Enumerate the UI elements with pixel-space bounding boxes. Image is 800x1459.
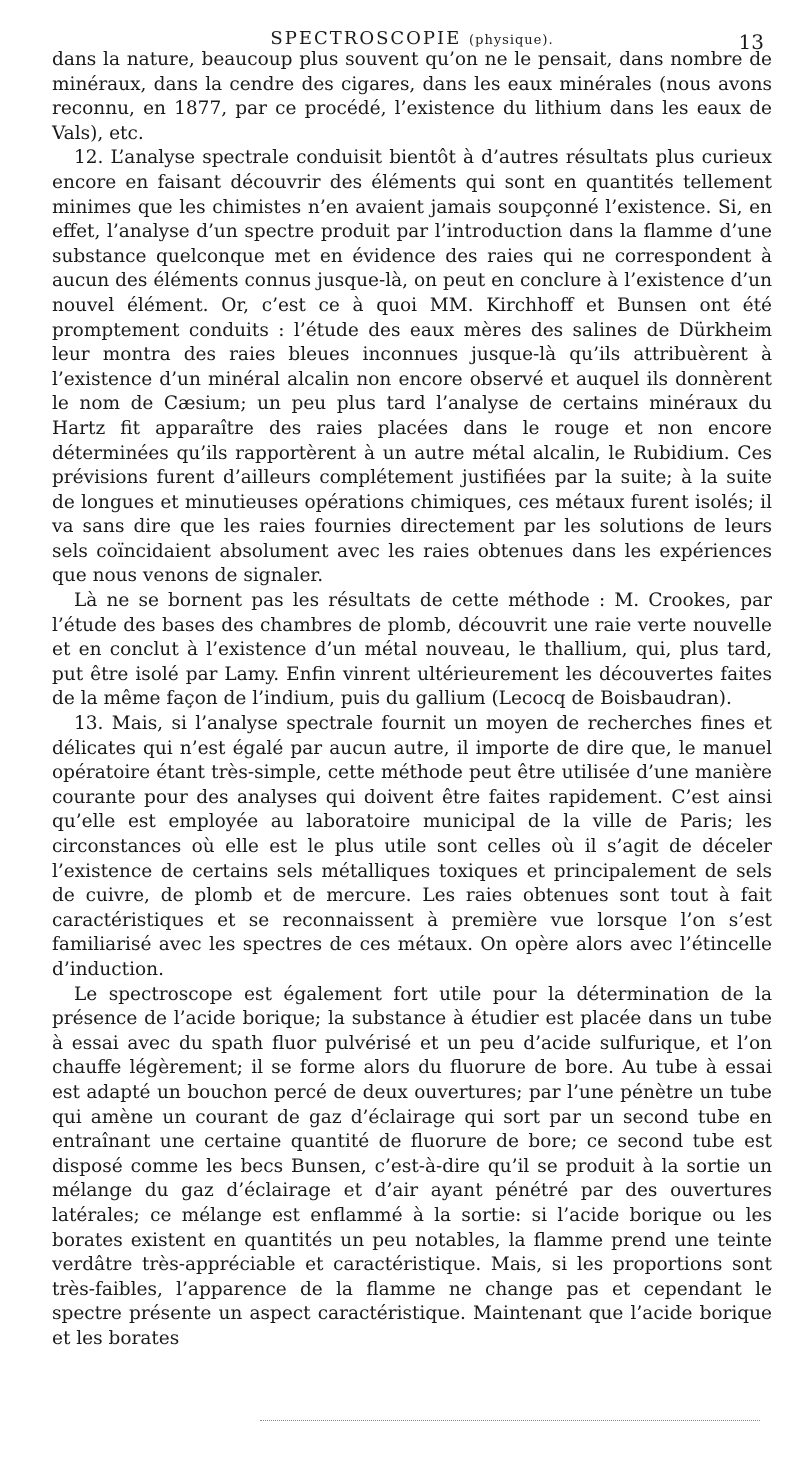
footer-divider [260,1420,760,1421]
paragraph-continuation: dans la nature, beaucoup plus souvent qu’on ne le pensait, dans nombre de minéraux, dans la cendre des cigares, dans les eaux minérales (nous avons reconnu, en 1877, par ce procédé, l’existence du lithium dans les eaux de Vals), etc. [52,49,772,144]
paragraph-section-12: 12. L’analyse spectrale conduisit bientôt à d’autres résultats plus curieux encore en faisant découvrir des éléments qui sont en quantités tellement minimes que les chimistes n’en avaient jamais soupçonné l’existence. Si, en effet, l’analyse d’un spectre produit par l’introduction dans la flamme d’une substance quelconque met en évidence des raies qui ne correspondent à aucun des éléments connus jusque-là, on peut en conclure à l’existence d’un nouvel élément. Or, c’est ce à quoi MM. Kirchhoff et Bunsen ont été promptement conduits : l’étude des eaux mères des salines de Dürkheim leur montra des raies bleues inconnues jusque-là qu’ils attribuèrent à l’existence d’un minéral alcalin non encore observé et auquel ils donnèrent le nom de Cæsium; un peu plus tard l’analyse de certains minéraux du Hartz fit apparaître des raies placées dans le rouge et non encore déterminées qu’ils rapportèrent à un autre métal alcalin, le Rubidium. Ces prévisions furent d’ailleurs complétement justifiées par la suite; à la suite de longues et minutieuses opérations chimiques, ces métaux furent isolés; il va sans dire que les raies fournies directement par les solutions de leurs sels coïncidaient absolument avec les raies obtenues dans les expériences que nous venons de signaler. [52,147,772,587]
paragraph-section-13: 13. Mais, si l’analyse spectrale fournit un moyen de recherches fines et délicates qui n’est égalé par aucun autre, il importe de dire que, le manuel opératoire étant très-simple, cette méthode peut être utilisée d’une manière courante pour des analyses qui doivent être faites rapidement. C’est ainsi qu’elle est employée au laboratoire municipal de la ville de Paris; les circonstances où elle est le plus utile sont celles où il s’agit de déceler l’existence de certains sels métalliques toxiques et principalement de sels de cuivre, de plomb et de mercure. Les raies obtenues sont tout à fait caractéristiques et se reconnaissent à première vue lorsque l’on s’est familiarisé avec les spectres de ces métaux. On opère alors avec l’étincelle d’induction. [52,713,772,980]
page-number: 13 [738,30,764,54]
paragraph-crookes: Là ne se bornent pas les résultats de cette méthode : M. Crookes, par l’étude des bases des chambres de plomb, découvrit une raie verte nouvelle et en conclut à l’existence d’un métal nouveau, le thallium, qui, plus tard, put être isolé par Lamy. Enfin vinrent ultérieurement les découvertes faites de la même façon de l’indium, puis du gallium (Lecocq de Boisbaudran). [52,590,772,710]
paragraph-acide-borique: Le spectroscope est également fort utile pour la détermination de la présence de l’acide borique; la substance à étudier est placée dans un tube à essai avec du spath fluor pulvérisé et un peu d’acide sulfurique, et l’on chauffe légèrement; il se forme alors du fluorure de bore. Au tube à essai est adapté un bouchon percé de deux ouvertures; par l’une pénètre un tube qui amène un courant de gaz d’éclairage qui sort par un second tube en entraînant une certaine quantité de fluorure de bore; ce second tube est disposé comme les becs Bunsen, c’est-à-dire qu’il se produit à la sortie un mélange du gaz d’éclairage et d’air ayant pénétré par des ouvertures latérales; ce mélange est enflammé à la sortie: si l’acide borique ou les borates existent en quantités un peu notables, la flamme prend une teinte verdâtre très-appréciable et caractéristique. Mais, si les proportions sont très-faibles, l’apparence de la flamme ne change pas et cependant le spectre présente un aspect caractéristique. Maintenant que l’acide borique et les borates [52,983,772,1349]
running-subtitle: (physique). [469,33,554,48]
running-title: SPECTROSCOPIE [270,28,462,49]
running-header [52,0,772,54]
page-body [52,48,772,1351]
